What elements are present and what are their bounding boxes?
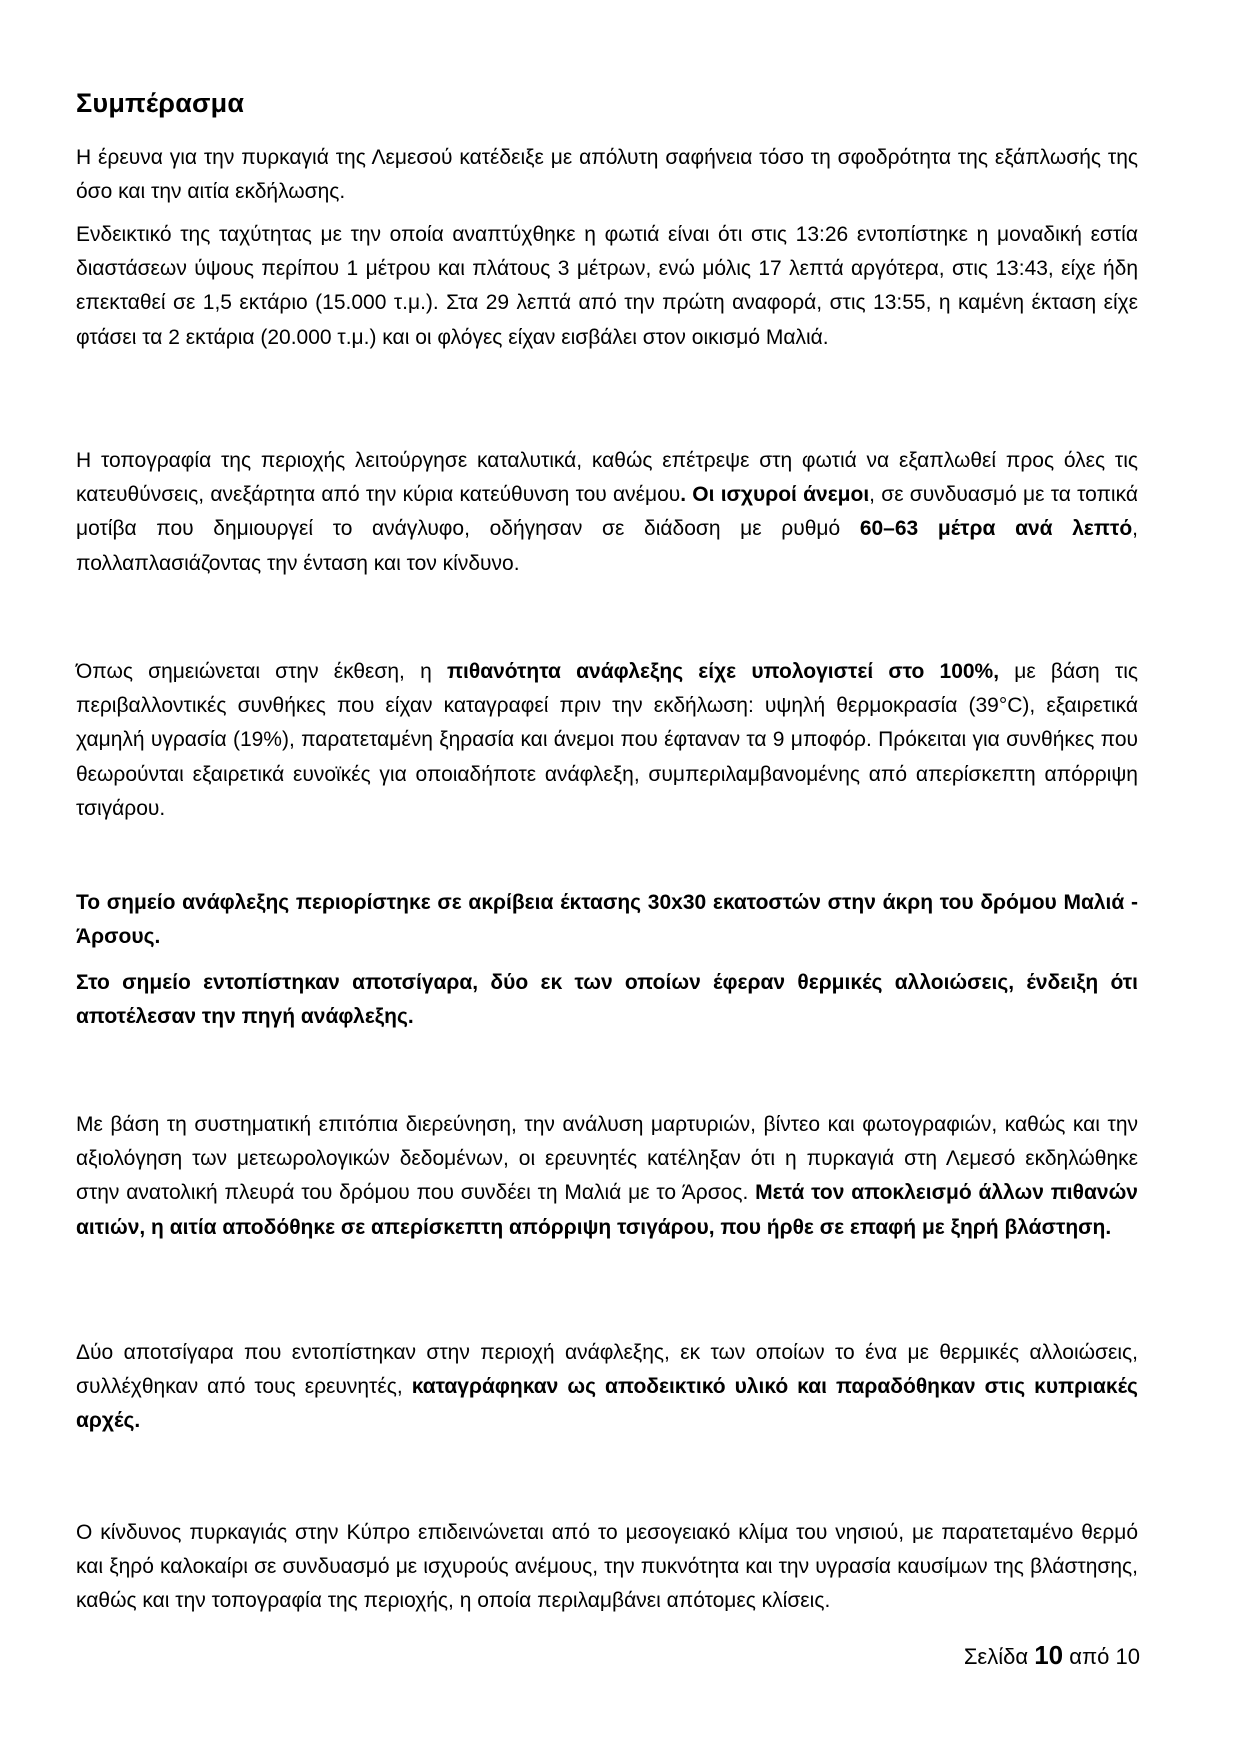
text-run: Η τοπογραφία της περιοχής λειτούργησε καταλυτικά, καθώς επέτρεψε στη φωτιά να εξαπλωθεί προς όλες τις κατευθύνσεις, ανεξάρτητα από την κύρια κατεύθυνση του ανέμου xyxy=(76,449,1138,507)
text-run-bold: πιθανότητα ανάφλεξης είχε υπολογιστεί στο 100%, xyxy=(446,660,1000,683)
paragraph-text xyxy=(76,966,1138,1034)
text-run-bold: καταγράφηκαν ως αποδεικτικό υλικό και παραδόθηκαν στις κυπριακές αρχές. xyxy=(76,1375,1138,1433)
paragraph-text xyxy=(76,886,1138,954)
paragraph-investigation xyxy=(76,1108,1138,1245)
text-run-bold: Στο σημείο εντοπίστηκαν αποτσίγαρα, δύο εκ των οποίων έφεραν θερμικές αλλοιώσεις, ένδειξη ότι αποτέλεσαν την πηγή ανάφλεξης. xyxy=(76,971,1138,1029)
paragraph-text: Ενδεικτικό της ταχύτητας με την οποία αναπτύχθηκε η φωτιά είναι ότι στις 13:26 εντοπίστηκε η μοναδική εστία διαστάσεων ύψους περίπου 1 μέτρου και πλάτους 3 μέτρων, ενώ μόλις 17 λεπτά αργότερα, στις 13:43, είχε ήδη επεκταθεί σε 1,5 εκτάριο (15.000 τ.μ.). Στα 29 λεπτά από την πρώτη αναφορά, στις 13:55, η καμένη έκταση είχε φτάσει τα 2 εκτάρια (20.000 τ.μ.) και οι φλόγες είχαν εισβάλει στον οικισμό Μαλιά. xyxy=(76,223,1138,349)
paragraph-text xyxy=(76,655,1138,826)
paragraph-intro xyxy=(76,141,1138,209)
paragraph-text xyxy=(76,444,1138,581)
current-page-number: 10 xyxy=(1034,1640,1064,1670)
paragraph-text: Ο κίνδυνος πυρκαγιάς στην Κύπρο επιδεινώνεται από το μεσογειακό κλίμα του νησιού, με παρατεταμένο θερμό και ξηρό καλοκαίρι σε συνδυασμό με ισχυρούς ανέμους, την πυκνότητα και την υγρασία καυσίμων της βλάστησης, καθώς και την τοπογραφία της περιοχής, η οποία περιλαμβάνει απότομες κλίσεις. xyxy=(76,1521,1138,1613)
paragraph-text xyxy=(76,1108,1138,1245)
text-run-bold: . Οι ισχυροί άνεμοι xyxy=(680,483,870,507)
paragraph-timeline xyxy=(76,218,1138,355)
paragraph-probability xyxy=(76,655,1138,826)
paragraph-cigarettes xyxy=(76,966,1138,1034)
paragraph-text xyxy=(76,1336,1138,1439)
text-run: με βάση τις περιβαλλοντικές συνθήκες που είχαν καταγραφεί πριν την εκδήλωση: υψηλή θερμοκρασία (39°C), εξαιρετικά χαμηλή υγρασία (19%), παρατεταμένη ξηρασία και άνεμοι που έφταναν τα 9 μποφόρ. Πρόκειται για συνθήκες που θεωρούνται εξαιρετικά ευνοϊκές για οποιαδήποτε ανάφλεξη, συμπεριλαμβανομένης από απερίσκεπτη απόρριψη τσιγάρου. xyxy=(76,660,1138,820)
paragraph-fire-risk xyxy=(76,1516,1138,1619)
text-run: , πολλαπλασιάζοντας την ένταση και τον κίνδυνο. xyxy=(76,517,1139,575)
page-number-footer xyxy=(964,1640,1140,1671)
text-run-bold: 60–63 μέτρα ανά λεπτό xyxy=(859,517,1133,541)
paragraph-topography xyxy=(76,444,1138,581)
paragraph-text: Η έρευνα για την πυρκαγιά της Λεμεσού κατέδειξε με απόλυτη σαφήνεια τόσο τη σφοδρότητα της εξάπλωσής της όσο και την αιτία εκδήλωσης. xyxy=(76,146,1138,204)
page-separator: από xyxy=(1069,1644,1110,1669)
total-pages: 10 xyxy=(1115,1644,1140,1669)
paragraph-evidence xyxy=(76,1336,1138,1439)
text-run-bold: Μετά τον αποκλεισμό άλλων πιθανών αιτιών, η αιτία αποδόθηκε σε απερίσκεπτη απόρριψη τσιγάρου, που ήρθε σε επαφή με ξηρή βλάστηση. xyxy=(76,1181,1138,1239)
paragraph-ignition-point xyxy=(76,886,1138,954)
text-run: Όπως σημειώνεται στην έκθεση, η xyxy=(76,660,447,683)
text-run: Δύο αποτσίγαρα που εντοπίστηκαν στην περιοχή ανάφλεξης, εκ των οποίων το ένα με θερμικές αλλοιώσεις, συλλέχθηκαν από τους ερευνητές, xyxy=(76,1341,1138,1399)
section-heading: Συμπέρασμα xyxy=(76,88,245,118)
text-run: , σε συνδυασμό με τα τοπικά μοτίβα που δημιουργεί το ανάγλυφο, οδήγησαν σε διάδοση με ρυθμό xyxy=(76,483,1138,541)
text-run-bold: Το σημείο ανάφλεξης περιορίστηκε σε ακρίβεια έκτασης 30x30 εκατοστών στην άκρη του δρόμου Μαλιά - Άρσους. xyxy=(76,891,1138,949)
text-run: Με βάση τη συστηματική επιτόπια διερεύνηση, την ανάλυση μαρτυριών, βίντεο και φωτογραφιών, καθώς και την αξιολόγηση των μετεωρολογικών δεδομένων, οι ερευνητές κατέληξαν ότι η πυρκαγιά στη Λεμεσό εκδηλώθηκε στην ανατολική πλευρά του δρόμου που συνδέει τη Μαλιά με το Άρσος. xyxy=(76,1113,1138,1205)
page-label: Σελίδα xyxy=(963,1644,1029,1669)
